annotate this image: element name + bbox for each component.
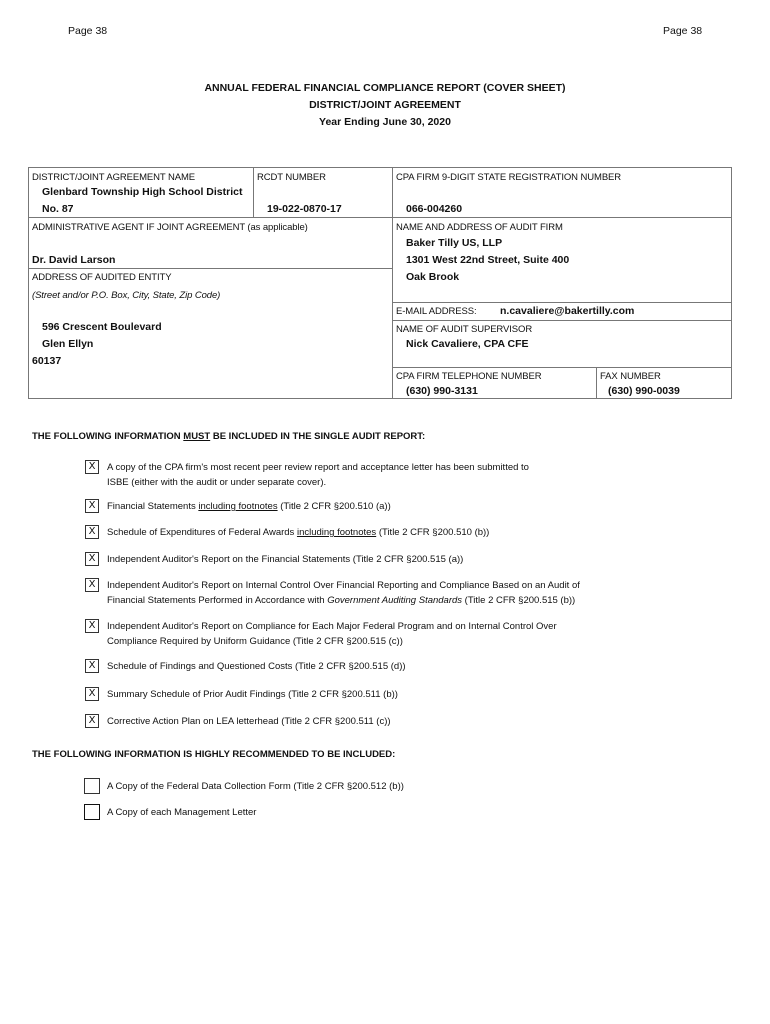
audit-firm-street: 1301 West 22nd Street, Suite 400 — [406, 254, 570, 266]
item-schedule-expenditures: Schedule of Expenditures of Federal Awards including footnotes (Title 2 CFR §200.510 (b)) — [107, 527, 490, 538]
district-name-value-2: No. 87 — [42, 203, 74, 215]
checkbox-management-letter[interactable] — [84, 804, 100, 820]
item-peer-review: A copy of the CPA firm's most recent peer review report and acceptance letter has been submitted to ISBE (either with the audit or under separate cover). — [107, 462, 529, 488]
item-prior-findings: Summary Schedule of Prior Audit Findings (Title 2 CFR §200.511 (b)) — [107, 689, 398, 700]
checkbox-internal-control[interactable]: X — [85, 578, 99, 592]
report-title: ANNUAL FEDERAL FINANCIAL COMPLIANCE REPORT (COVER SHEET) — [204, 82, 566, 94]
admin-agent-value: Dr. David Larson — [32, 254, 116, 266]
item-management-letter: A Copy of each Management Letter — [107, 807, 257, 818]
telephone-label: CPA FIRM TELEPHONE NUMBER — [396, 371, 542, 382]
fax-value: (630) 990-0039 — [608, 385, 680, 397]
entity-address-street: 596 Crescent Boulevard — [42, 321, 162, 333]
item-internal-control: Independent Auditor's Report on Internal Control Over Financial Reporting and Compliance Based on an Audit of Financial Statements Performed in Accordance with Government Auditing Standards (Title 2 CFR §200.515 (b)) — [107, 580, 580, 606]
audit-firm-label: NAME AND ADDRESS OF AUDIT FIRM — [396, 222, 563, 233]
checkbox-data-collection-form[interactable] — [84, 778, 100, 794]
district-name-label: DISTRICT/JOINT AGREEMENT NAME — [32, 172, 196, 183]
district-name-value: Glenbard Township High School District — [42, 186, 243, 198]
checkbox-financial-statements[interactable]: X — [85, 499, 99, 513]
entity-address-label: ADDRESS OF AUDITED ENTITY — [32, 272, 172, 283]
rcdt-number-value: 19-022-0870-17 — [267, 203, 342, 215]
entity-address-hint: (Street and/or P.O. Box, City, State, Zip Code) — [32, 290, 221, 301]
email-label: E-MAIL ADDRESS: — [396, 306, 477, 317]
checkbox-corrective-action[interactable]: X — [85, 714, 99, 728]
telephone-value: (630) 990-3131 — [406, 385, 478, 397]
fax-label: FAX NUMBER — [600, 371, 661, 382]
required-heading: THE FOLLOWING INFORMATION MUST BE INCLUDED IN THE SINGLE AUDIT REPORT: — [32, 431, 426, 442]
page-number-right: Page 38 — [663, 25, 703, 37]
item-financial-statements: Financial Statements including footnotes (Title 2 CFR §200.510 (a)) — [107, 501, 391, 512]
item-data-collection-form: A Copy of the Federal Data Collection Form (Title 2 CFR §200.512 (b)) — [107, 781, 404, 792]
checkbox-peer-review[interactable]: X — [85, 460, 99, 474]
rcdt-number-label: RCDT NUMBER — [257, 172, 326, 183]
checkbox-prior-findings[interactable]: X — [85, 687, 99, 701]
item-major-program: Independent Auditor's Report on Compliance for Each Major Federal Program and on Internal Control Over Compliance Required by Uniform Guidance (Title 2 CFR §200.515 (c)) — [107, 621, 557, 647]
audit-supervisor-label: NAME OF AUDIT SUPERVISOR — [396, 324, 533, 335]
audit-supervisor-value: Nick Cavaliere, CPA CFE — [406, 338, 529, 350]
email-value: n.cavaliere@bakertilly.com — [500, 305, 635, 317]
item-auditor-report-fs: Independent Auditor's Report on the Financial Statements (Title 2 CFR §200.515 (a)) — [107, 554, 464, 565]
report-year: Year Ending June 30, 2020 — [319, 116, 451, 128]
checkbox-schedule-expenditures[interactable]: X — [85, 525, 99, 539]
checkbox-auditor-report-fs[interactable]: X — [85, 552, 99, 566]
entity-address-zip: 60137 — [32, 355, 62, 367]
recommended-heading: THE FOLLOWING INFORMATION IS HIGHLY RECOMMENDED TO BE INCLUDED: — [32, 749, 396, 760]
audit-firm-city: Oak Brook — [406, 271, 460, 283]
page-number-left: Page 38 — [68, 25, 108, 37]
entity-address-city: Glen Ellyn — [42, 338, 94, 350]
audit-firm-name: Baker Tilly US, LLP — [406, 237, 503, 249]
item-findings: Schedule of Findings and Questioned Costs (Title 2 CFR §200.515 (d)) — [107, 661, 406, 672]
report-subtitle: DISTRICT/JOINT AGREEMENT — [309, 99, 461, 111]
checkbox-findings[interactable]: X — [85, 659, 99, 673]
admin-agent-label: ADMINISTRATIVE AGENT IF JOINT AGREEMENT (as applicable) — [32, 222, 308, 233]
cpa-registration-label: CPA FIRM 9-DIGIT STATE REGISTRATION NUMBER — [396, 172, 622, 183]
item-corrective-action: Corrective Action Plan on LEA letterhead (Title 2 CFR §200.511 (c)) — [107, 716, 391, 727]
checkbox-major-program[interactable]: X — [85, 619, 99, 633]
cpa-registration-value: 066-004260 — [406, 203, 463, 215]
